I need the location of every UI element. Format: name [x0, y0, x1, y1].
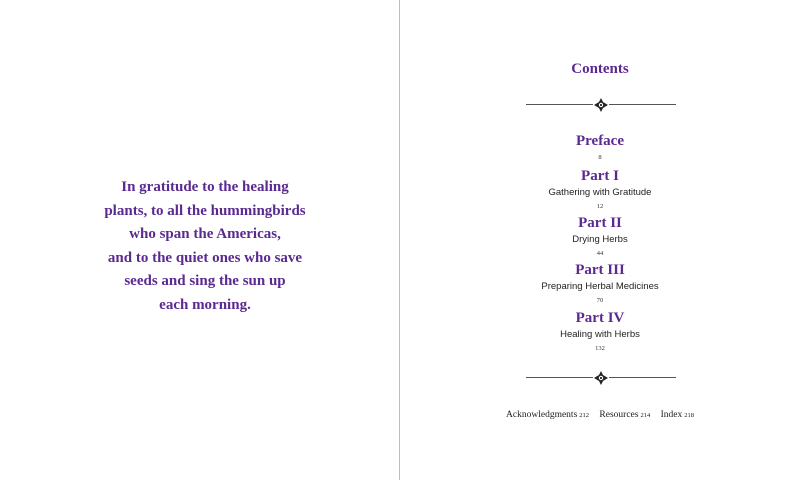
toc-entry-preface[interactable] — [400, 133, 800, 162]
back-matter-resources[interactable] — [599, 410, 650, 420]
back-matter-page: 214 — [640, 412, 651, 419]
toc-subtitle: Preparing Herbal Medicines — [541, 281, 659, 292]
contents-title: Contents — [571, 61, 629, 77]
toc-entry-part-3[interactable] — [400, 262, 800, 305]
toc-heading: Part III — [575, 262, 625, 278]
toc-subtitle: Healing with Herbs — [560, 329, 640, 340]
back-matter-list — [400, 410, 800, 420]
toc-heading: Preface — [575, 133, 625, 149]
toc-heading: Part IV — [575, 310, 625, 326]
dedication-line: and to the quiet ones who save — [107, 249, 303, 266]
fleuron-ornament-icon — [593, 97, 609, 113]
back-matter-page: 218 — [684, 412, 694, 419]
toc-heading: Part I — [581, 168, 619, 184]
divider-line — [609, 104, 676, 105]
back-matter-label: Index — [660, 410, 683, 420]
toc-page-number: 44 — [596, 250, 604, 257]
dedication-line: In gratitude to the healing — [121, 179, 289, 195]
back-matter-label: Resources — [599, 410, 639, 420]
toc-page-number: 8 — [598, 154, 602, 161]
toc-subtitle: Drying Herbs — [572, 234, 628, 245]
top-ornament-divider — [526, 97, 676, 113]
back-matter-page: 212 — [579, 412, 590, 419]
dedication-line: seeds and sing the sun up — [124, 273, 286, 289]
toc-heading: Part II — [578, 215, 622, 231]
back-matter-label: Acknowledgments — [506, 410, 578, 420]
toc-page-number: 12 — [596, 203, 604, 210]
divider-line — [526, 377, 593, 378]
toc-entry-part-2[interactable] — [400, 215, 800, 258]
toc-entry-part-4[interactable] — [400, 310, 800, 353]
divider-line — [526, 104, 593, 105]
toc-subtitle: Gathering with Gratitude — [548, 187, 652, 198]
dedication-line: who span the Americas, — [129, 226, 281, 242]
toc-entry-part-1[interactable] — [400, 168, 800, 211]
dedication-line: each morning. — [159, 296, 251, 313]
toc-page-number: 132 — [595, 345, 605, 352]
toc-page-number: 70 — [596, 297, 604, 304]
fleuron-ornament-icon — [593, 370, 609, 386]
dedication-page — [0, 0, 399, 480]
bottom-ornament-divider — [526, 370, 676, 386]
dedication-text — [40, 176, 370, 317]
back-matter-index[interactable] — [661, 410, 694, 420]
divider-line — [609, 377, 676, 378]
dedication-line: plants, to all the hummingbirds — [104, 202, 306, 219]
back-matter-acknowledgments[interactable] — [506, 410, 589, 420]
contents-page — [400, 0, 800, 480]
